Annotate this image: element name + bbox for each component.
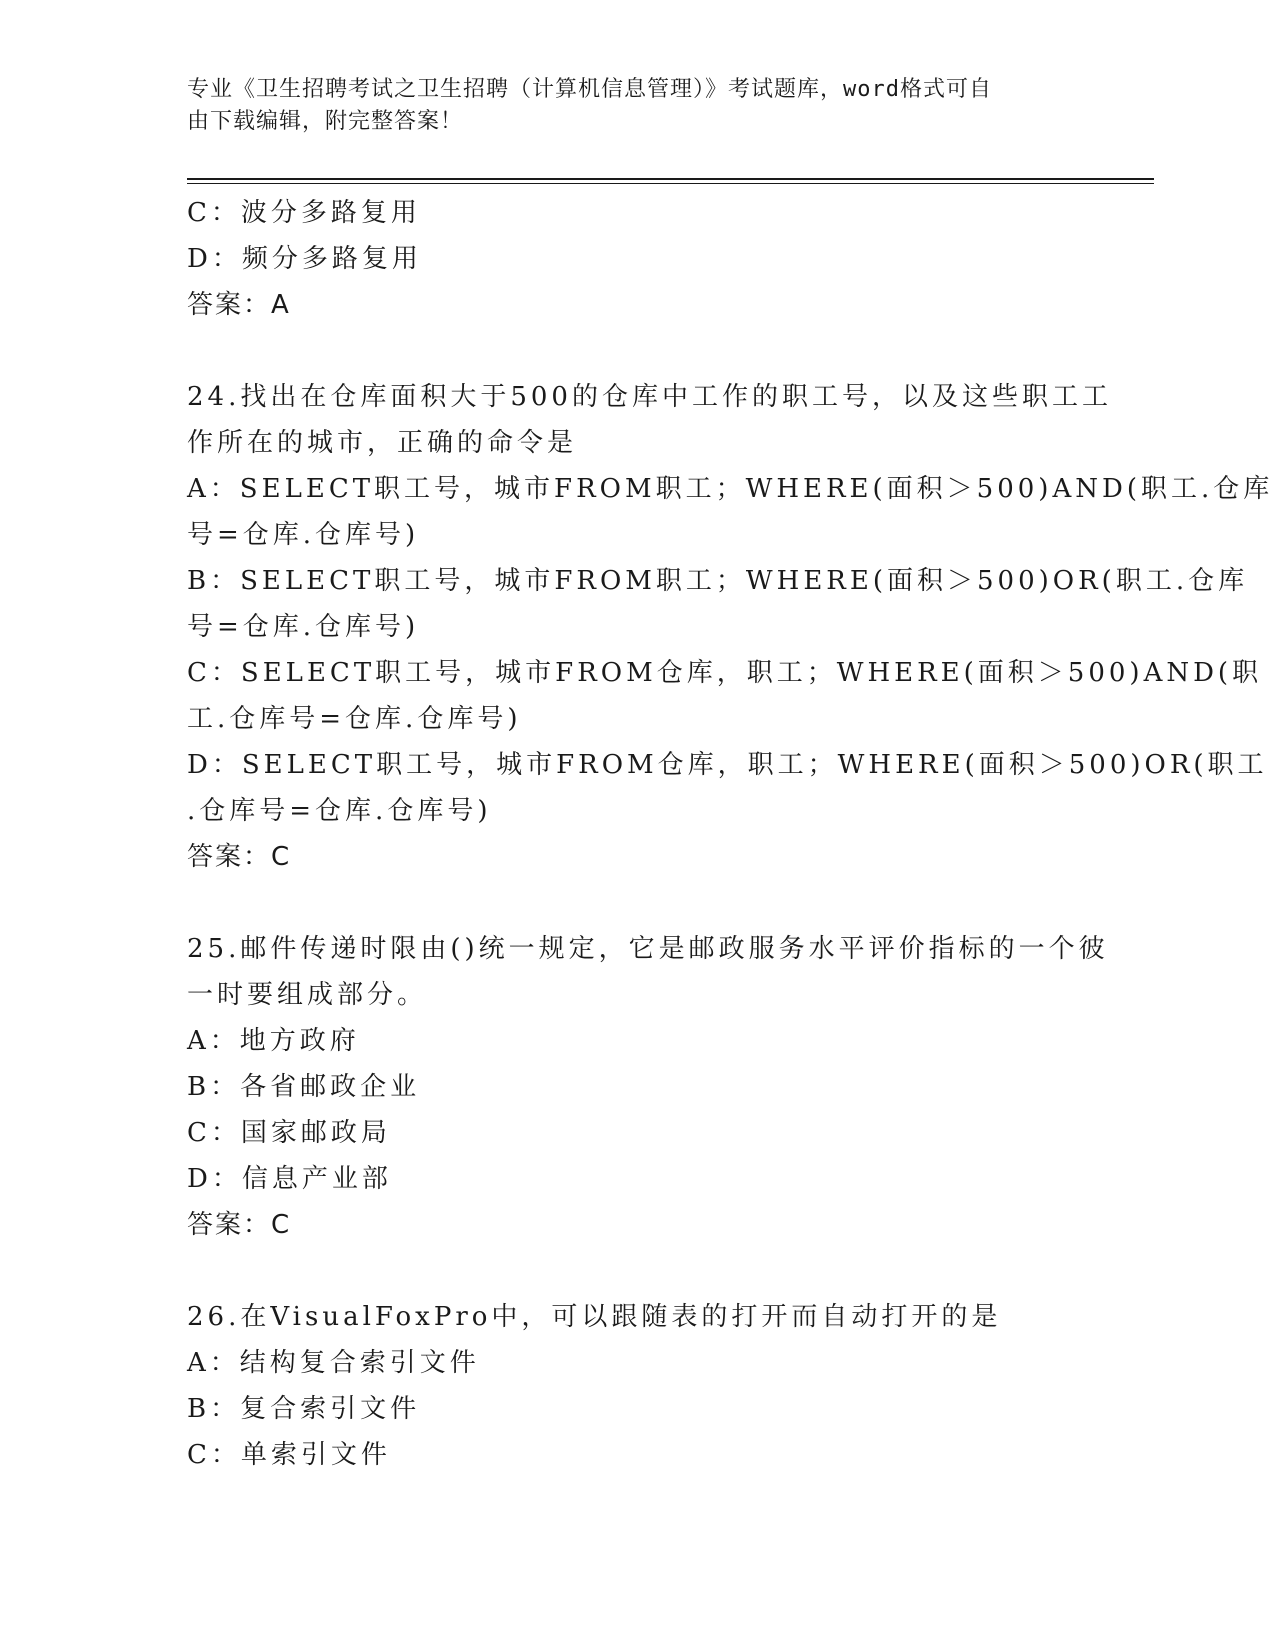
option-b-cont: 号=仓库.仓库号) <box>187 612 420 642</box>
header-rule-thin <box>187 183 1154 184</box>
question-stem: 25.邮件传递时限由()统一规定，它是邮政服务水平评价指标的一个彼 <box>187 934 1109 964</box>
option-c: C：SELECT职工号，城市FROM仓库，职工；WHERE(面积＞500)AND(职 <box>187 658 1263 688</box>
option-d: D：信息产业部 <box>187 1164 392 1194</box>
option-c: C：波分多路复用 <box>187 198 421 228</box>
answer: 答案：C <box>187 842 292 872</box>
question-stem: 26.在VisualFoxPro中，可以跟随表的打开而自动打开的是 <box>187 1302 1002 1332</box>
spacer <box>187 1248 1087 1294</box>
question-24 <box>187 374 1274 880</box>
option-c: C：国家邮政局 <box>187 1118 391 1148</box>
header-line-1: 专业《卫生招聘考试之卫生招聘（计算机信息管理）》考试题库，word格式可自 <box>187 77 992 102</box>
option-c-cont: 工.仓库号=仓库.仓库号) <box>187 704 522 734</box>
option-a: A：结构复合索引文件 <box>187 1348 480 1378</box>
option-b: B：复合索引文件 <box>187 1394 421 1424</box>
header-line-2: 由下载编辑，附完整答案！ <box>187 109 464 134</box>
page-header <box>187 74 1067 138</box>
option-d-cont: .仓库号=仓库.仓库号) <box>187 796 492 826</box>
spacer <box>187 328 1087 374</box>
question-stem-cont: 作所在的城市，正确的命令是 <box>187 428 578 458</box>
option-b: B：SELECT职工号，城市FROM职工；WHERE(面积＞500)OR(职工.仓库 <box>187 566 1249 596</box>
question-content <box>187 190 1274 1478</box>
question-26 <box>187 1294 1087 1478</box>
option-d: D：SELECT职工号，城市FROM仓库，职工；WHERE(面积＞500)OR(职工 <box>187 750 1268 780</box>
option-a-cont: 号=仓库.仓库号) <box>187 520 420 550</box>
option-a: A：地方政府 <box>187 1026 360 1056</box>
question-23-tail <box>187 190 1087 328</box>
header-rule-thick <box>187 178 1154 180</box>
question-25 <box>187 926 1109 1248</box>
option-b: B：各省邮政企业 <box>187 1072 421 1102</box>
question-stem: 24.找出在仓库面积大于500的仓库中工作的职工号，以及这些职工工 <box>187 382 1112 412</box>
option-d: D：频分多路复用 <box>187 244 422 274</box>
option-a: A：SELECT职工号，城市FROM职工；WHERE(面积＞500)AND(职工.仓库 <box>187 474 1274 504</box>
answer: 答案：C <box>187 1210 292 1240</box>
answer: 答案：A <box>187 290 291 320</box>
question-stem-cont: 一时要组成部分。 <box>187 980 428 1010</box>
spacer <box>187 880 1087 926</box>
option-c: C：单索引文件 <box>187 1440 391 1470</box>
